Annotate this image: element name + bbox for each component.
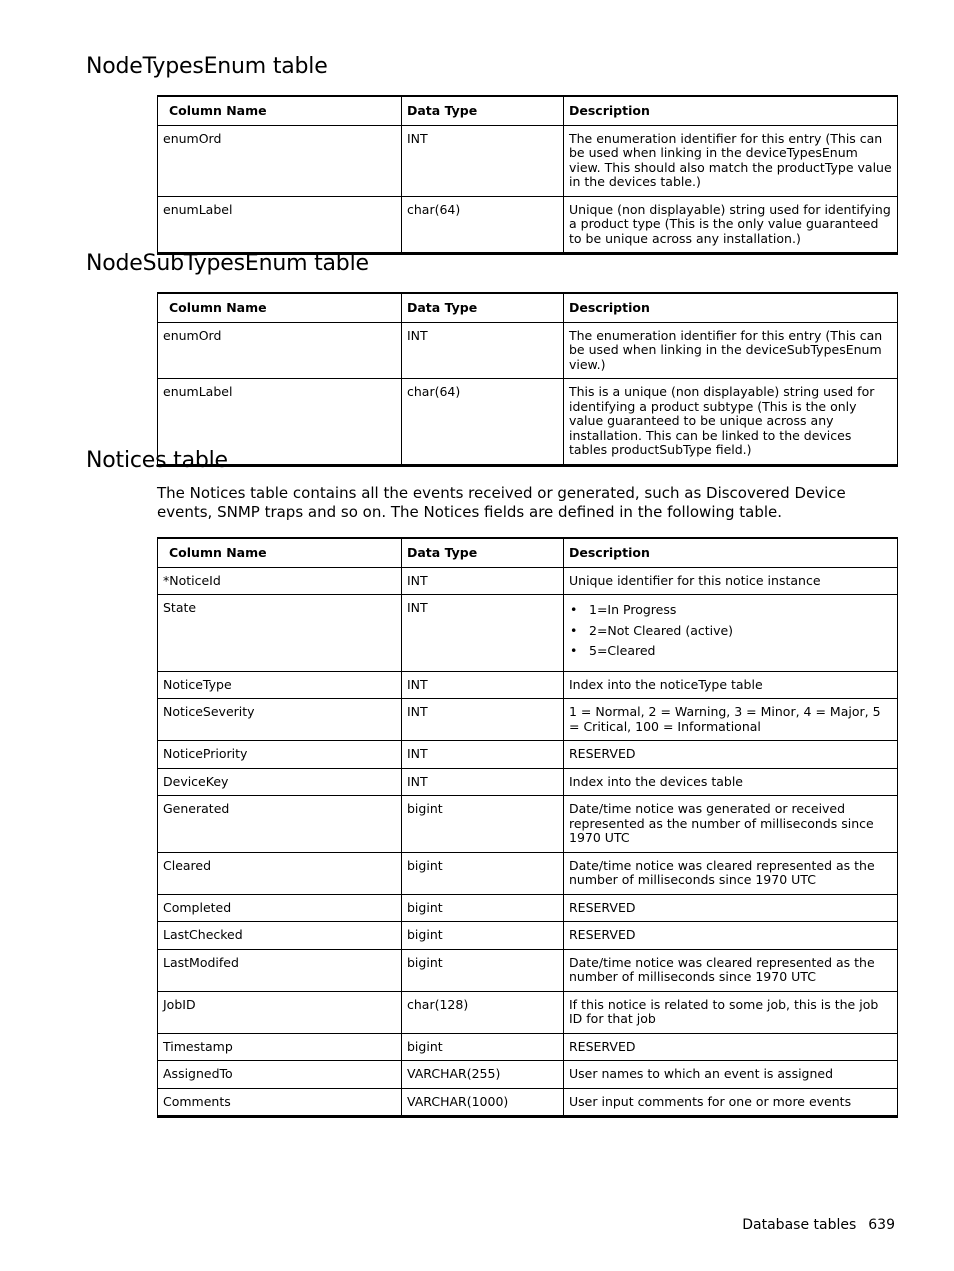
- cell-data-type: INT: [402, 322, 564, 379]
- cell-description: If this notice is related to some job, this is the job ID for that job: [564, 991, 898, 1033]
- cell-column-name: Comments: [158, 1088, 402, 1117]
- cell-data-type: INT: [402, 567, 564, 595]
- notices-table: [157, 537, 898, 1118]
- bullet-item: • 1=In Progress: [569, 603, 893, 618]
- cell-data-type: VARCHAR(1000): [402, 1088, 564, 1117]
- table-row: [158, 699, 898, 741]
- notices-intro-paragraph: The Notices table contains all the events received or generated, such as Discovered Device events, SNMP traps and so on. The Notices fields are defined in the following table.: [157, 484, 846, 521]
- cell-data-type: bigint: [402, 949, 564, 991]
- nodetypesenum-table: [157, 95, 898, 255]
- cell-description: RESERVED: [564, 894, 898, 922]
- cell-column-name: JobID: [158, 991, 402, 1033]
- cell-data-type: bigint: [402, 852, 564, 894]
- cell-description: User names to which an event is assigned: [564, 1061, 898, 1089]
- table-row: [158, 991, 898, 1033]
- cell-description: RESERVED: [564, 922, 898, 950]
- table-header-row: [158, 538, 898, 567]
- cell-data-type: bigint: [402, 894, 564, 922]
- cell-column-name: AssignedTo: [158, 1061, 402, 1089]
- cell-description: 1 = Normal, 2 = Warning, 3 = Minor, 4 = Major, 5 = Critical, 100 = Informational: [564, 699, 898, 741]
- cell-column-name: Generated: [158, 796, 402, 853]
- cell-data-type: bigint: [402, 1033, 564, 1061]
- cell-data-type: INT: [402, 699, 564, 741]
- header-column-name: Column Name: [158, 538, 402, 567]
- cell-data-type: bigint: [402, 796, 564, 853]
- cell-column-name: NoticeSeverity: [158, 699, 402, 741]
- header-description: Description: [564, 96, 898, 125]
- cell-column-name: DeviceKey: [158, 768, 402, 796]
- table-row: [158, 949, 898, 991]
- table-row: [158, 922, 898, 950]
- table-header-row: [158, 293, 898, 322]
- nodesubtypesenum-table: [157, 292, 898, 467]
- cell-data-type: INT: [402, 741, 564, 769]
- table-row: [158, 567, 898, 595]
- cell-description: Date/time notice was generated or received represented as the number of milliseconds since 1970 UTC: [564, 796, 898, 853]
- header-column-name: Column Name: [158, 96, 402, 125]
- table-row: [158, 196, 898, 254]
- cell-description: Unique (non displayable) string used for identifying a product type (This is the only value guaranteed to be unique across any installation.): [564, 196, 898, 254]
- table-row: [158, 1033, 898, 1061]
- cell-description: Date/time notice was cleared represented as the number of milliseconds since 1970 UTC: [564, 949, 898, 991]
- table-row: [158, 741, 898, 769]
- bullet-item: • 2=Not Cleared (active): [569, 624, 893, 639]
- cell-column-name: *NoticeId: [158, 567, 402, 595]
- cell-description: RESERVED: [564, 741, 898, 769]
- bullet-list: [569, 603, 893, 659]
- cell-data-type: INT: [402, 125, 564, 196]
- header-data-type: Data Type: [402, 538, 564, 567]
- cell-description: Unique identifier for this notice instance: [564, 567, 898, 595]
- cell-description: This is a unique (non displayable) string used for identifying a product subtype (This is the only value guaranteed to be unique across any installation. This can be linked to the devices tables productSubType field.): [564, 379, 898, 466]
- cell-data-type: char(128): [402, 991, 564, 1033]
- table-row: [158, 1061, 898, 1089]
- header-description: Description: [564, 538, 898, 567]
- cell-column-name: LastModifed: [158, 949, 402, 991]
- cell-column-name: Cleared: [158, 852, 402, 894]
- table-row: [158, 894, 898, 922]
- cell-column-name: enumLabel: [158, 196, 402, 254]
- table-row: [158, 125, 898, 196]
- cell-description: The enumeration identifier for this entry (This can be used when linking in the deviceSubTypesEnum view.): [564, 322, 898, 379]
- cell-data-type: INT: [402, 768, 564, 796]
- section-title-nodetypesenum: NodeTypesEnum table: [86, 54, 328, 79]
- page-number: 639: [868, 1217, 895, 1233]
- cell-data-type: INT: [402, 595, 564, 672]
- cell-data-type: char(64): [402, 196, 564, 254]
- cell-column-name: enumLabel: [158, 379, 402, 466]
- footer-section-label: Database tables: [742, 1217, 857, 1233]
- cell-column-name: Timestamp: [158, 1033, 402, 1061]
- table-row: [158, 796, 898, 853]
- section-title-nodesubtypesenum: NodeSubTypesEnum table: [86, 251, 369, 276]
- header-data-type: Data Type: [402, 96, 564, 125]
- cell-column-name: NoticePriority: [158, 741, 402, 769]
- table-row: [158, 768, 898, 796]
- table-row: [158, 379, 898, 466]
- table-row: [158, 1088, 898, 1117]
- cell-column-name: LastChecked: [158, 922, 402, 950]
- cell-column-name: Completed: [158, 894, 402, 922]
- cell-description: User input comments for one or more events: [564, 1088, 898, 1117]
- header-column-name: Column Name: [158, 293, 402, 322]
- section-title-notices: Notices table: [86, 448, 228, 473]
- header-description: Description: [564, 293, 898, 322]
- table-row: [158, 322, 898, 379]
- cell-data-type: VARCHAR(255): [402, 1061, 564, 1089]
- table-row: [158, 595, 898, 672]
- table-row: [158, 671, 898, 699]
- cell-description: [564, 595, 898, 672]
- cell-description: RESERVED: [564, 1033, 898, 1061]
- cell-data-type: bigint: [402, 922, 564, 950]
- cell-description: Index into the devices table: [564, 768, 898, 796]
- cell-column-name: enumOrd: [158, 322, 402, 379]
- cell-description: The enumeration identifier for this entry (This can be used when linking in the deviceTypesEnum view. This should also match the productType value in the devices table.): [564, 125, 898, 196]
- table-header-row: [158, 96, 898, 125]
- bullet-item: • 5=Cleared: [569, 644, 893, 659]
- cell-data-type: INT: [402, 671, 564, 699]
- cell-description: Index into the noticeType table: [564, 671, 898, 699]
- cell-column-name: enumOrd: [158, 125, 402, 196]
- cell-column-name: State: [158, 595, 402, 672]
- page-footer: [742, 1216, 895, 1234]
- cell-description: Date/time notice was cleared represented as the number of milliseconds since 1970 UTC: [564, 852, 898, 894]
- cell-column-name: NoticeType: [158, 671, 402, 699]
- table-row: [158, 852, 898, 894]
- header-data-type: Data Type: [402, 293, 564, 322]
- cell-data-type: char(64): [402, 379, 564, 466]
